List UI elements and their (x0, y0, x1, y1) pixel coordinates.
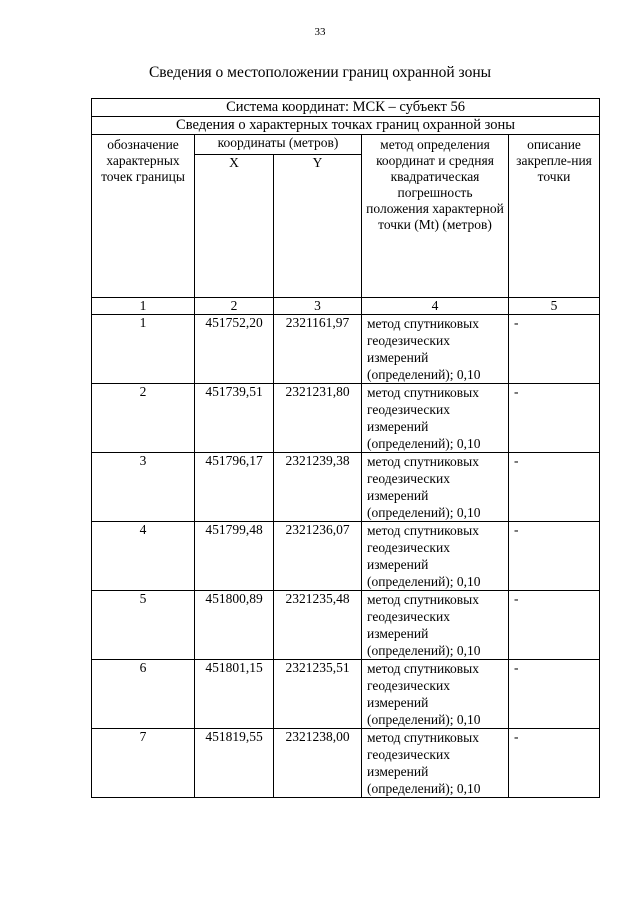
table-row (92, 453, 600, 522)
point-number: 2 (92, 384, 195, 453)
coordinate-x: 451799,48 (195, 522, 274, 591)
method-cell: метод спутниковых геодезических измерений (определений); 0,10 (362, 384, 509, 453)
point-number: 7 (92, 729, 195, 798)
point-number: 3 (92, 453, 195, 522)
section-heading-row: Сведения о характерных точках границ охранной зоны (92, 117, 600, 135)
table-row (92, 384, 600, 453)
coordinate-x: 451819,55 (195, 729, 274, 798)
header-coordinates: координаты (метров) (195, 135, 362, 155)
header-y: Y (274, 155, 362, 298)
header-point-designation: обозначение характерных точек границы (92, 135, 195, 298)
column-number: 3 (274, 298, 362, 315)
coordinate-y: 2321231,80 (274, 384, 362, 453)
method-cell: метод спутниковых геодезических измерений (определений); 0,10 (362, 660, 509, 729)
coordinate-x: 451796,17 (195, 453, 274, 522)
coordinate-y: 2321235,51 (274, 660, 362, 729)
coordinate-y: 2321236,07 (274, 522, 362, 591)
coordinate-y: 2321235,48 (274, 591, 362, 660)
coordinate-x: 451801,15 (195, 660, 274, 729)
table-row (92, 660, 600, 729)
coordinate-system-row: Система координат: МСК – субъект 56 (92, 99, 600, 117)
method-cell: метод спутниковых геодезических измерений (определений); 0,10 (362, 729, 509, 798)
description-cell: - (509, 453, 600, 522)
description-cell: - (509, 660, 600, 729)
point-number: 4 (92, 522, 195, 591)
column-number: 4 (362, 298, 509, 315)
method-cell: метод спутниковых геодезических измерений (определений); 0,10 (362, 591, 509, 660)
method-cell: метод спутниковых геодезических измерений (определений); 0,10 (362, 522, 509, 591)
document-title: Сведения о местоположении границ охранной зоны (148, 64, 492, 81)
coordinate-x: 451800,89 (195, 591, 274, 660)
point-number: 1 (92, 315, 195, 384)
coordinate-y: 2321238,00 (274, 729, 362, 798)
point-number: 6 (92, 660, 195, 729)
coordinate-x: 451739,51 (195, 384, 274, 453)
method-cell: метод спутниковых геодезических измерений (определений); 0,10 (362, 453, 509, 522)
table-row (92, 729, 600, 798)
page-number: 33 (314, 26, 326, 38)
table-row (92, 591, 600, 660)
description-cell: - (509, 591, 600, 660)
header-description: описание закрепле-ния точки (509, 135, 600, 298)
coordinate-x: 451752,20 (195, 315, 274, 384)
table-row (92, 522, 600, 591)
method-cell: метод спутниковых геодезических измерений (определений); 0,10 (362, 315, 509, 384)
column-number: 2 (195, 298, 274, 315)
description-cell: - (509, 315, 600, 384)
coordinate-y: 2321239,38 (274, 453, 362, 522)
column-number: 1 (92, 298, 195, 315)
point-number: 5 (92, 591, 195, 660)
column-number: 5 (509, 298, 600, 315)
description-cell: - (509, 522, 600, 591)
description-cell: - (509, 384, 600, 453)
boundary-points-table (91, 98, 600, 798)
table-row (92, 315, 600, 384)
header-x: X (195, 155, 274, 298)
description-cell: - (509, 729, 600, 798)
coordinate-y: 2321161,97 (274, 315, 362, 384)
header-method: метод определения координат и средняя квадратическая погрешность положения характерной точки (Mt) (метров) (362, 135, 509, 298)
